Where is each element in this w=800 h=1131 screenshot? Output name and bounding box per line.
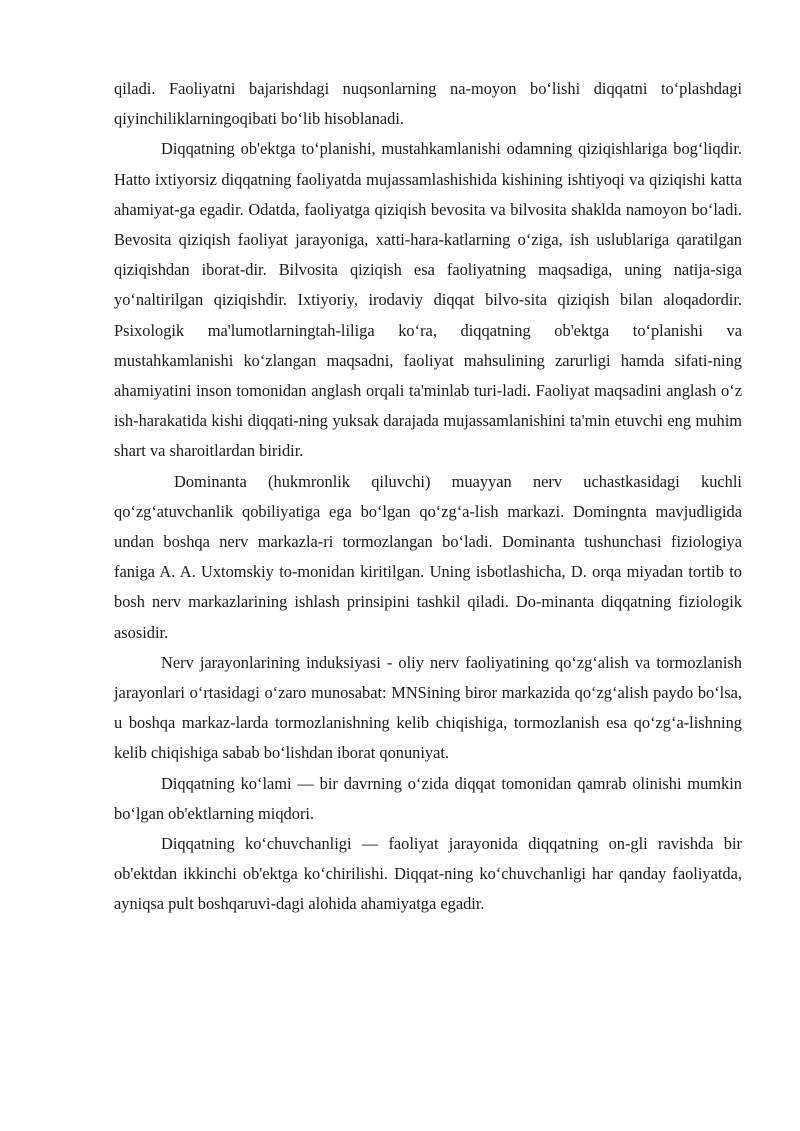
paragraph-attention-span: Diqqatning ko‘lami — bir davrning o‘zida diqqat tomonidan qamrab olinishi mumkin bo‘lgan ob'ektlarning miqdori. bbox=[114, 773, 742, 823]
paragraph-interest: Diqqatning ob'ektga to‘planishi, mustahkamlanishi odamning qiziqishlariga bog‘liqdir. Hatto ixtiyorsiz diqqatning faoliyatda mujassamlashishida kishining ishtiyoqi va qiziqishi katta ahamiyat-ga egadir. Odatda, faoliyatga qiziqish bevosita va bilvosita shaklda namoyon bo‘ladi. Bevosita qiziqish faoliyat jarayoniga, xatti-hara-katlarning o‘ziga, ish uslublariga qaratilgan qiziqishdan iborat-dir. Bilvosita qiziqish esa faoliyatning maqsadiga, uning natija-siga yo‘naltirilgan qiziqishdir. Ixtiyoriy, irodaviy diqqat bilvo-sita qiziqish bilan aloqadordir. Psixologik ma'lumotlarningtah-liliga ko‘ra, diqqatning ob'ektga to‘planishi va mustahkamlanishi ko‘zlangan maqsadni, faoliyat mahsulining zarurligi hamda sifati-ning ahamiyatini inson tomonidan anglash orqali ta'minlab turi-ladi. Faoliyat maqsadini anglash o‘z ish-harakatida kishi diqqati-ning yuksak darajada mujassamlanishini ta'min etuvchi eng muhim shart va sharoitlardan biridir. bbox=[114, 139, 742, 461]
paragraph-induction: Nerv jarayonlarining induksiyasi - oliy nerv faoliyatining qo‘zg‘alish va tormozlanish jarayonlari o‘rtasidagi o‘zaro munosabat: MNSining biror markazida qo‘zg‘alish paydo bo‘lsa, u boshqa markaz-larda tormozlanishning kelib chiqishiga, tormozlanish esa qo‘zg‘a-lishning kelib chiqishiga sabab bo‘lishdan iborat qonuniyat. bbox=[114, 652, 742, 763]
document-page bbox=[114, 74, 742, 920]
paragraph-dominanta: Dominanta (hukmronlik qiluvchi) muayyan nerv uchastkasidagi kuchli qo‘zg‘atuvchanlik qobiliyatiga ega bo‘lgan qo‘zg‘a-lish markazi. Domingnta mavjudligida undan boshqa nerv markazla-ri tormozlangan bo‘ladi. Dominanta tushunchasi fiziologiya faniga A. A. Uxtomskiy to-monidan kiritilgan. Uning isbotlashicha, D. orqa miyadan tortib to bosh nerv markazlarining ishlash prinsipini tashkil qiladi. Do-minanta diqqatning fiziologik asosidir. bbox=[114, 471, 742, 642]
paragraph-attention-shift: Diqqatning ko‘chuvchanligi — faoliyat jarayonida diqqatning on-gli ravishda bir ob'ektdan ikkinchi ob'ektga ko‘chirilishi. Diqqat-ning ko‘chuvchanligi har qanday faoliyatda, ayniqsa pult boshqaruvi-dagi alohida ahamiyatga egadir. bbox=[114, 834, 742, 914]
paragraph-continuation: qiladi. Faoliyatni bajarishdagi nuqsonlarning na-moyon bo‘lishi diqqatni to‘plashdagi qiyinchiliklarningoqibati bo‘lib hisoblanadi. bbox=[114, 79, 742, 129]
